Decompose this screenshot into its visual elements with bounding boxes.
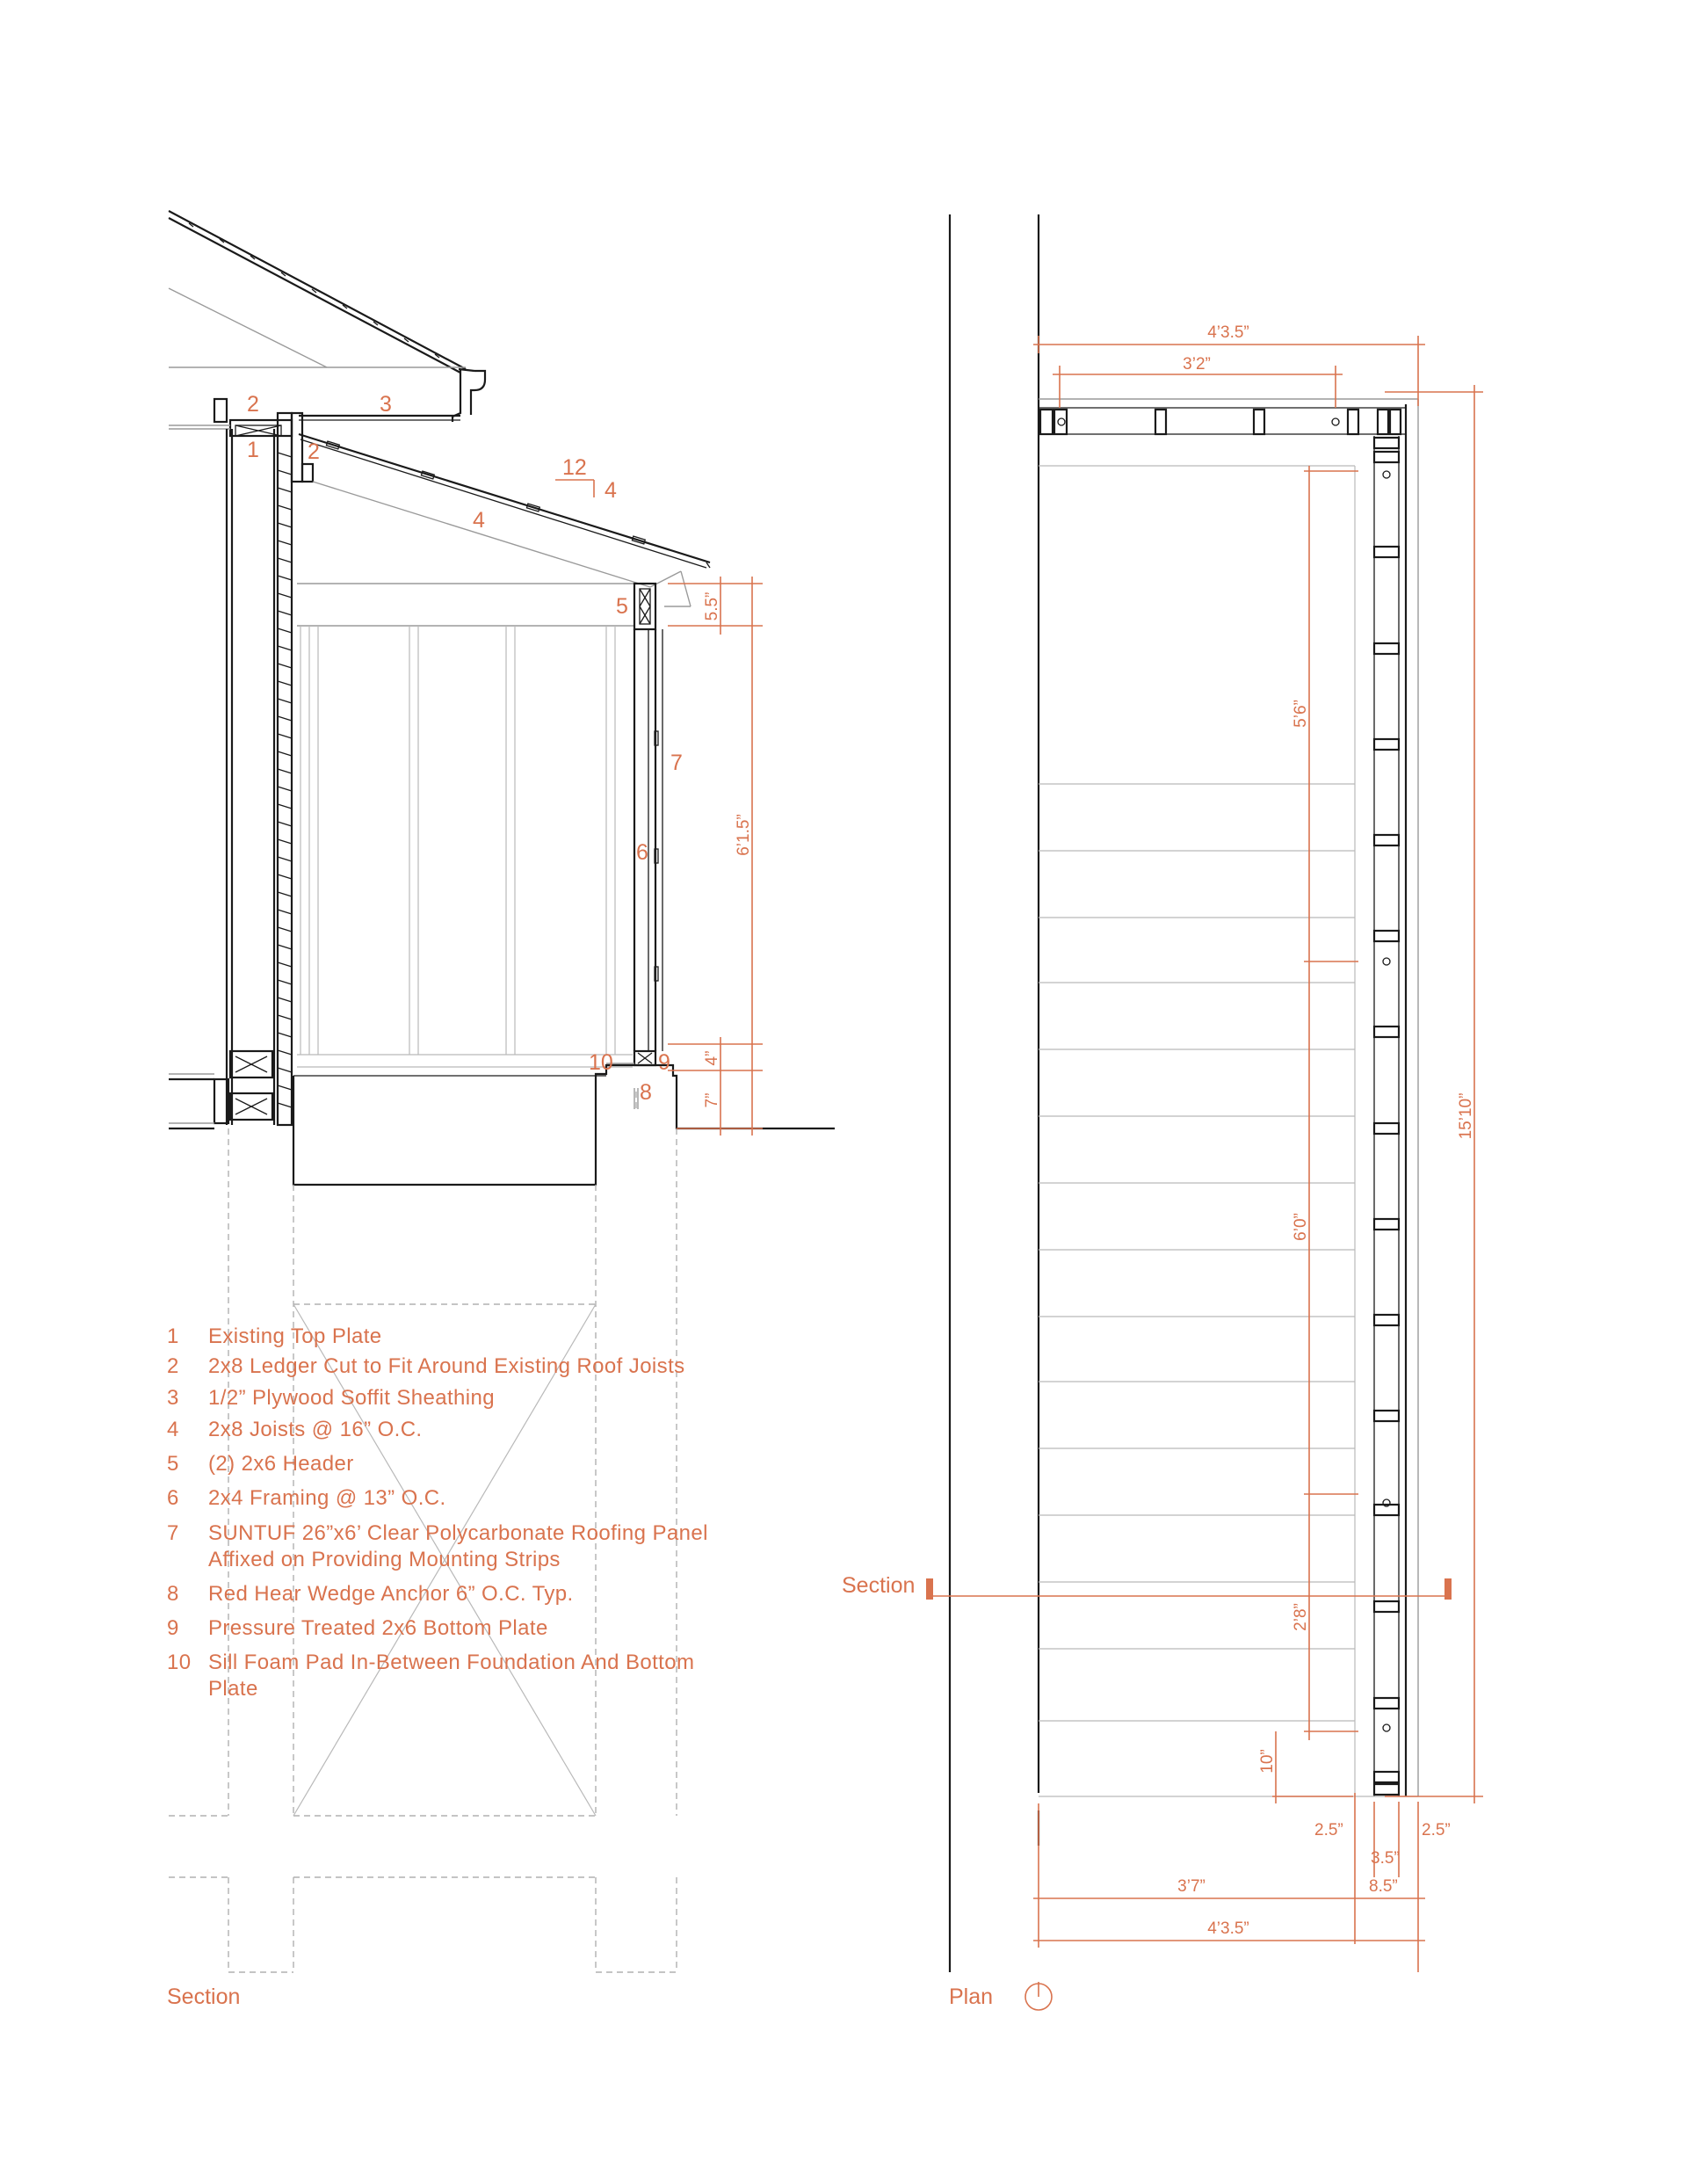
dim-wall-height: 6’1.5” (735, 814, 753, 856)
legend-text: 1/2” Plywood Soffit Sheathing (208, 1386, 496, 1410)
callout-3: 3 (380, 392, 392, 417)
existing-wall (169, 399, 313, 1128)
callout-9: 9 (658, 1050, 670, 1075)
dim-overall-width-bottom: 4’3.5” (1207, 1919, 1249, 1938)
plan-dimension-labels (1177, 323, 1475, 1938)
dim-2-5-right: 2.5” (1422, 1821, 1451, 1839)
dim-overall-length: 15’10” (1457, 1092, 1475, 1140)
north-arrow-icon (1025, 1982, 1052, 2010)
lean-to-roof (297, 434, 710, 629)
legend-number: 2 (167, 1354, 179, 1378)
legend-item (167, 1418, 423, 1441)
dim-3-5: 3.5” (1371, 1849, 1400, 1868)
callout-5: 5 (616, 594, 628, 619)
legend-item (167, 1354, 685, 1378)
legend-item (167, 1486, 446, 1510)
callout-8: 8 (640, 1080, 652, 1105)
dim-opening-width: 3’2” (1183, 355, 1211, 374)
interior-framing (297, 626, 662, 1067)
callout-10: 10 (589, 1050, 613, 1075)
pitch-run: 4 (605, 478, 617, 503)
legend-item (167, 1521, 708, 1571)
legend-text: 2x8 Joists @ 16” O.C. (208, 1418, 423, 1441)
legend-text: 2x8 Ledger Cut to Fit Around Existing Roof Joists (208, 1354, 685, 1378)
section-callouts (247, 392, 683, 1105)
foundation (169, 1065, 835, 1972)
legend-item (167, 1582, 574, 1606)
existing-roof (169, 211, 485, 422)
dim-curb-height: 7” (703, 1092, 721, 1108)
callout-1: 1 (247, 438, 259, 462)
legend-text: Red Hear Wedge Anchor 6” O.C. Typ. (208, 1582, 574, 1606)
plan-drawing (842, 214, 1483, 2010)
legend-item (167, 1651, 694, 1701)
dim-2-8: 2’8” (1292, 1603, 1310, 1631)
legend-number: 7 (167, 1521, 179, 1545)
section-marker-label: Section (842, 1573, 916, 1598)
callout-2-ledger: 2 (308, 439, 320, 464)
legend-text: Pressure Treated 2x6 Bottom Plate (208, 1616, 548, 1640)
dim-overall-width-top: 4’3.5” (1207, 323, 1249, 342)
legend-text: (2) 2x6 Header (208, 1452, 354, 1476)
dim-3-7: 3’7” (1177, 1877, 1206, 1896)
legend-number: 5 (167, 1452, 179, 1476)
section-dimension-labels (703, 592, 753, 1108)
dim-header-height: 5.5” (703, 591, 721, 621)
dim-5-6: 5’6” (1292, 700, 1310, 728)
section-view-label: Section (167, 1984, 241, 2009)
callout-6: 6 (636, 840, 648, 865)
plan-floor-boards (1039, 466, 1418, 1796)
legend-number: 3 (167, 1386, 179, 1410)
legend-number: 9 (167, 1616, 179, 1640)
callout-2-top: 2 (247, 392, 259, 417)
legend-item (167, 1616, 548, 1640)
legend-text: Existing Top Plate (208, 1324, 382, 1348)
callout-4: 4 (473, 508, 485, 533)
legend-text-continued: Plate (208, 1677, 258, 1701)
legend-number: 1 (167, 1324, 179, 1348)
legend-text: Sill Foam Pad In-Between Foundation And Bottom (208, 1651, 695, 1674)
dim-2-5-left: 2.5” (1314, 1821, 1343, 1839)
plan-view-label: Plan (949, 1984, 994, 2009)
legend-item (167, 1324, 382, 1348)
legend-number: 4 (167, 1418, 179, 1441)
legend-text-continued: Affixed on Providing Mounting Strips (208, 1548, 561, 1571)
legend-number: 8 (167, 1582, 179, 1606)
legend-text: 2x4 Framing @ 13” O.C. (208, 1486, 446, 1510)
dim-10: 10” (1258, 1749, 1277, 1774)
legend-item (167, 1452, 354, 1476)
section-drawing (167, 211, 835, 2009)
legend-number: 10 (167, 1651, 192, 1674)
legend-item (167, 1386, 495, 1410)
plan-side-wall (1355, 436, 1399, 1796)
dim-8-5: 8.5” (1369, 1877, 1398, 1896)
legend-text: SUNTUF 26”x6’ Clear Polycarbonate Roofing Panel (208, 1521, 708, 1545)
plan-header (1039, 399, 1418, 1796)
pitch-rise: 12 (562, 455, 587, 480)
callout-7: 7 (670, 751, 683, 775)
section-cut-marker (842, 1573, 1452, 1600)
dim-plate-height: 4” (703, 1050, 721, 1066)
dim-6-0: 6’0” (1292, 1213, 1310, 1241)
legend-number: 6 (167, 1486, 179, 1510)
legend (167, 1324, 708, 1701)
plan-dimension-lines (1033, 336, 1483, 1972)
